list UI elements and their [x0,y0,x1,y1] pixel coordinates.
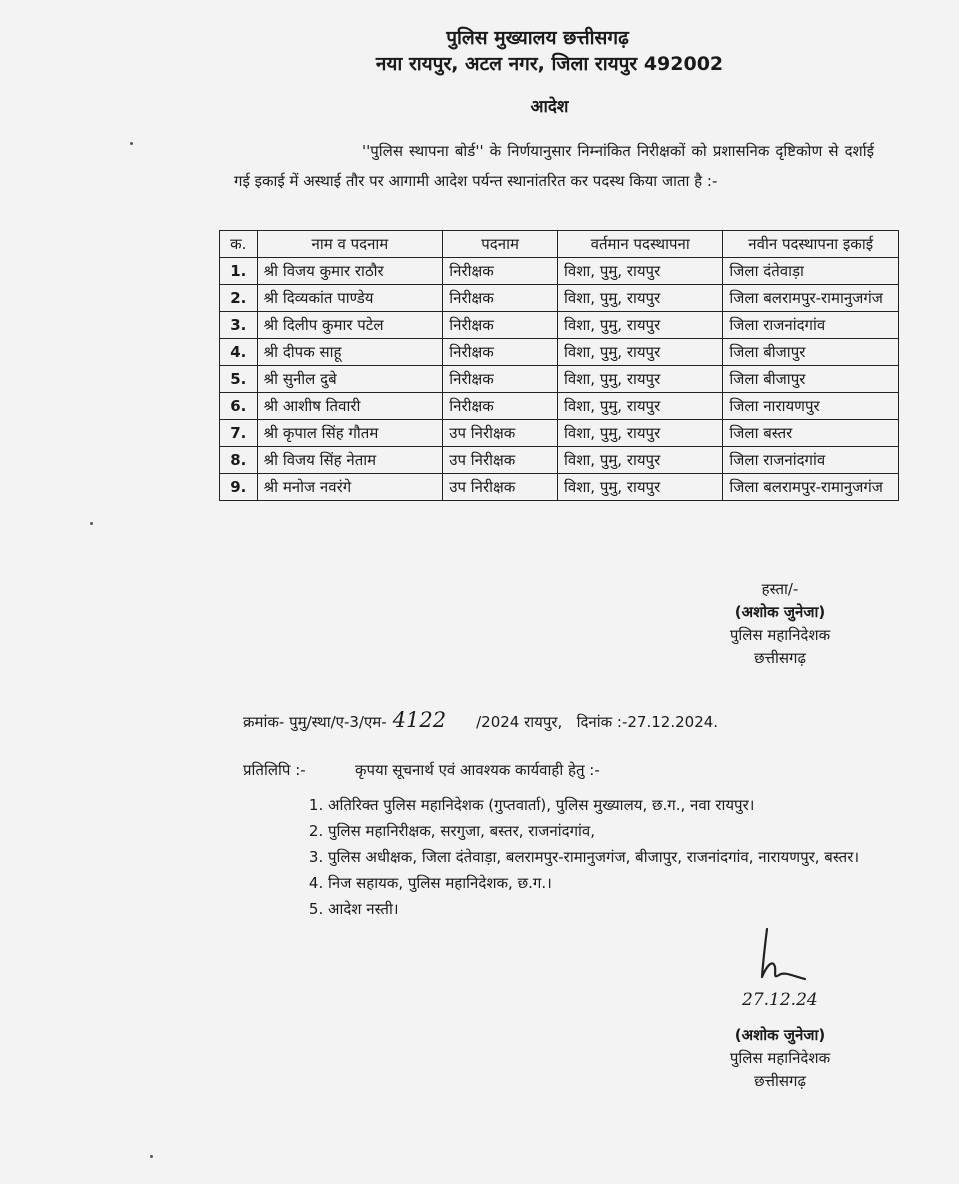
new-posting-cell: जिला दंतेवाड़ा [723,258,899,285]
copy-label: प्रतिलिपि :- [243,761,306,779]
office-name: पुलिस मुख्यालय छत्तीसगढ़ [446,27,629,49]
new-posting-cell: जिला बीजापुर [723,339,899,366]
scan-speck [150,1155,153,1158]
name-cell: श्री मनोज नवरंगे [257,474,443,501]
current-posting-cell: विशा, पुमु, रायपुर [557,393,722,420]
current-posting-cell: विशा, पुमु, रायपुर [557,312,722,339]
new-posting-cell: जिला बलरामपुर-रामानुजगंज [723,474,899,501]
name-cell: श्री विजय सिंह नेताम [257,447,443,474]
signatory-designation: पुलिस महानिदेशक [729,1049,831,1067]
col-rank: पदनाम [443,231,558,258]
copy-to-line [243,760,883,780]
handwritten-sign-date: 27.12.24 [742,990,818,1010]
new-posting-cell: जिला नारायणपुर [723,393,899,420]
handwritten-signature [745,925,815,990]
rank-cell: निरीक्षक [443,366,558,393]
current-posting-cell: विशा, पुमु, रायपुर [557,474,722,501]
handwritten-order-number: 4122 [392,708,447,732]
scan-speck [130,142,133,145]
col-new-posting: नवीन पदस्थापना इकाई [723,231,899,258]
office-address: नया रायपुर, अटल नगर, जिला रायपुर 492002 [375,53,724,75]
name-cell: श्री आशीष तिवारी [257,393,443,420]
rank-cell: निरीक्षक [443,312,558,339]
serial-cell: 1. [220,258,258,285]
signatory-name: (अशोक जुनेजा) [734,1026,826,1044]
list-item: 4. निज सहायक, पुलिस महानिदेशक, छ.ग.। [328,870,913,896]
signatory-designation: पुलिस महानिदेशक [729,626,831,644]
current-posting-cell: विशा, पुमु, रायपुर [557,447,722,474]
rank-cell: निरीक्षक [443,258,558,285]
signatory-state: छत्तीसगढ़ [754,1072,806,1090]
current-posting-cell: विशा, पुमु, रायपुर [557,420,722,447]
new-posting-cell: जिला बलरामपुर-रामानुजगंज [723,285,899,312]
signature-block-2 [700,1024,860,1093]
signature-block-1 [700,578,860,670]
reference-line [243,708,883,732]
table-row [220,285,899,312]
serial-cell: 5. [220,366,258,393]
intro-paragraph [234,136,874,196]
col-serial: क. [220,231,258,258]
table-row [220,312,899,339]
name-cell: श्री विजय कुमार राठौर [257,258,443,285]
name-cell: श्री दीपक साहू [257,339,443,366]
serial-cell: 6. [220,393,258,420]
current-posting-cell: विशा, पुमु, रायपुर [557,285,722,312]
list-item: 2. पुलिस महानिरीक्षक, सरगुजा, बस्तर, राजनांदगांव, [328,818,913,844]
col-current-posting: वर्तमान पदस्थापना [557,231,722,258]
transfer-table [219,230,899,501]
table-row [220,258,899,285]
table-row [220,474,899,501]
name-cell: श्री सुनील दुबे [257,366,443,393]
rank-cell: उप निरीक्षक [443,447,558,474]
distribution-list [300,792,913,922]
name-cell: श्री दिलीप कुमार पटेल [257,312,443,339]
serial-cell: 3. [220,312,258,339]
rank-cell: निरीक्षक [443,339,558,366]
list-item: 5. आदेश नस्ती। [328,896,913,922]
serial-cell: 2. [220,285,258,312]
new-posting-cell: जिला राजनांदगांव [723,312,899,339]
name-cell: श्री कृपाल सिंह गौतम [257,420,443,447]
table-row [220,447,899,474]
new-posting-cell: जिला बीजापुर [723,366,899,393]
signatory-state: छत्तीसगढ़ [754,649,806,667]
scan-speck [90,522,93,525]
signatory-name: (अशोक जुनेजा) [734,603,826,621]
reference-date: दिनांक :-27.12.2024. [576,713,719,731]
serial-cell: 7. [220,420,258,447]
serial-cell: 8. [220,447,258,474]
new-posting-cell: जिला राजनांदगांव [723,447,899,474]
signed-mark: हस्ता/- [761,580,799,598]
reference-prefix: क्रमांक- पुमु/स्था/ए-3/एम- [243,713,387,731]
rank-cell: निरीक्षक [443,285,558,312]
copy-purpose: कृपया सूचनार्थ एवं आवश्यक कार्यवाही हेतु :- [355,761,600,779]
table-header-row [220,231,899,258]
name-cell: श्री दिव्यकांत पाण्डेय [257,285,443,312]
serial-cell: 4. [220,339,258,366]
serial-cell: 9. [220,474,258,501]
table-row [220,366,899,393]
document-title: आदेश [530,97,569,117]
current-posting-cell: विशा, पुमु, रायपुर [557,258,722,285]
table-row [220,393,899,420]
reference-suffix: /2024 रायपुर, [476,713,563,731]
col-name: नाम व पदनाम [257,231,443,258]
current-posting-cell: विशा, पुमु, रायपुर [557,366,722,393]
list-item: 1. अतिरिक्त पुलिस महानिदेशक (गुप्तवार्ता), पुलिस मुख्यालय, छ.ग., नवा रायपुर। [328,792,913,818]
rank-cell: उप निरीक्षक [443,474,558,501]
rank-cell: उप निरीक्षक [443,420,558,447]
current-posting-cell: विशा, पुमु, रायपुर [557,339,722,366]
table-row [220,420,899,447]
rank-cell: निरीक्षक [443,393,558,420]
list-item: 3. पुलिस अधीक्षक, जिला दंतेवाड़ा, बलरामपुर-रामानुजगंज, बीजापुर, राजनांदगांव, नारायणपुर, बस्तर। [328,844,913,870]
new-posting-cell: जिला बस्तर [723,420,899,447]
intro-text: ''पुलिस स्थापना बोर्ड'' के निर्णयानुसार निम्नांकित निरीक्षकों को प्रशासनिक दृष्टिकोण से दर्शाई गई इकाई में अस्थाई तौर पर आगामी आदेश पर्यन्त स्थानांतरित कर पदस्थ किया जाता है :- [234,142,874,190]
table-row [220,339,899,366]
